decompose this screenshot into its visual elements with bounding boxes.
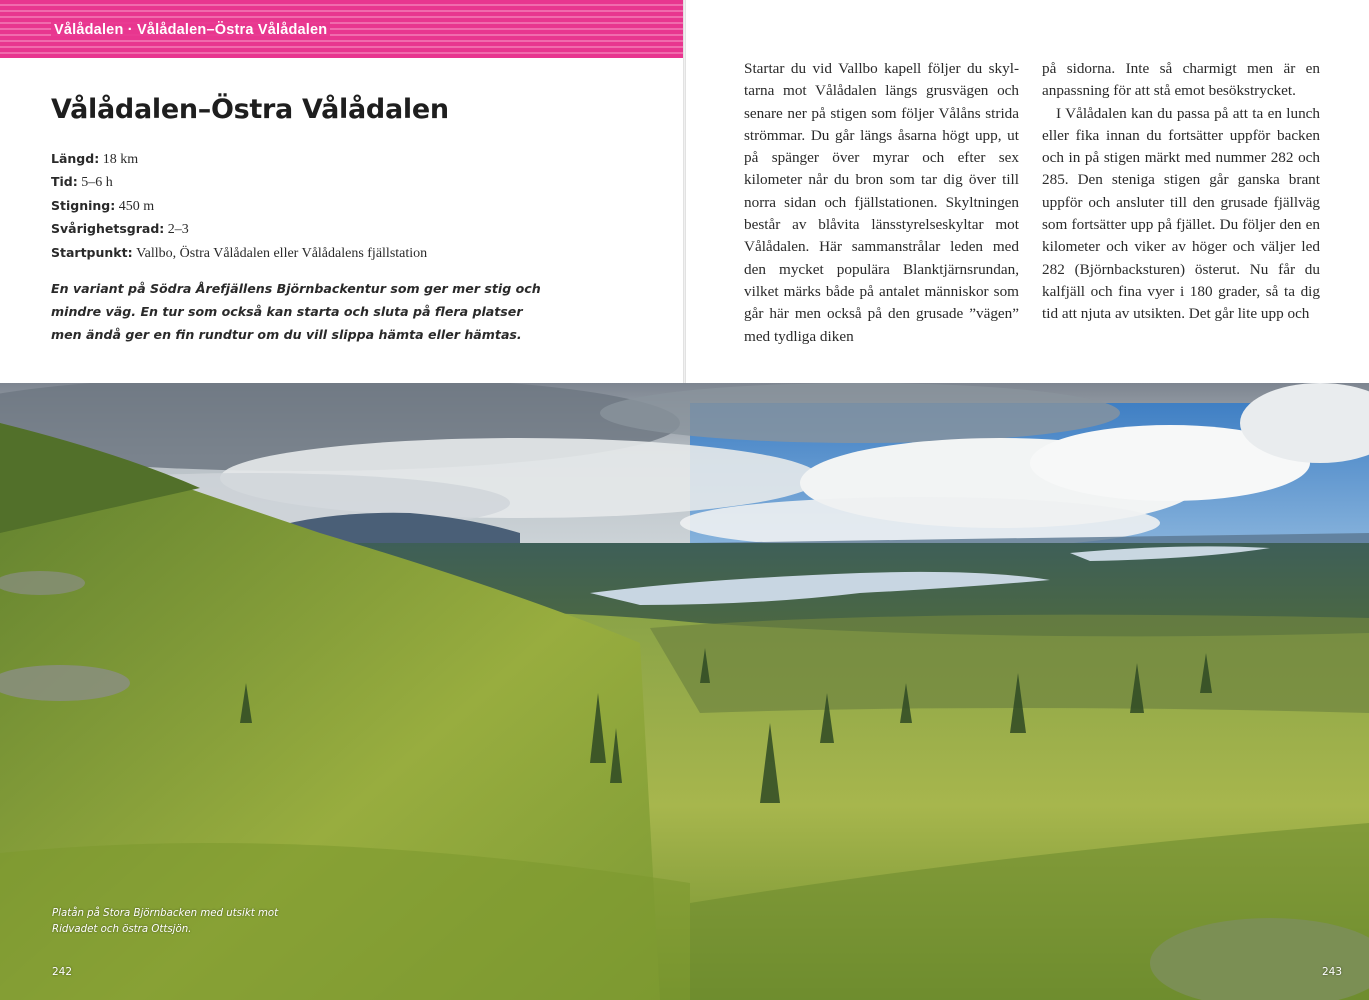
fact-label: Stigning: — [51, 197, 116, 213]
fact-label: Längd: — [51, 151, 100, 166]
fact-value: 18 km — [102, 152, 139, 167]
fact-value: 2–3 — [167, 222, 189, 238]
fact-value: Vallbo, Östra Vålådalen eller Vålådalens fjällstation — [136, 245, 428, 261]
route-title: Vålådalen–Östra Vålådalen — [51, 94, 449, 125]
route-facts — [51, 148, 651, 265]
fact-climb — [51, 195, 651, 218]
body-paragraph: Startar du vid Vallbo kapell följer du skyltarna mot Vålådalen längs grusvägen och senare ner på stigen som följer Vålåns strida strömmar. Du går längs åsarna högt upp, ut på spänger över myrar och efter sex kilometer når du bron som tar dig över till norra sidan och fjällstationen. Skyltningen består av blåvita länsstyrelseskyltar mot Vålådalen. Här sammanstrålar leden med den mycket populära Blanktjärnsrundan, vilket märks både på antalet människor som går här men också på den grusade ”vägen” med tydliga diken — [744, 60, 1019, 345]
fact-difficulty — [51, 218, 651, 241]
fact-label: Tid: — [51, 174, 78, 190]
fact-length — [51, 148, 651, 171]
running-head: Vålådalen · Vålådalen–Östra Vålådalen — [51, 22, 330, 38]
photo-caption: Platån på Stora Björnbacken med utsikt mot Ridvadet och östra Ottsjön. — [52, 908, 279, 935]
route-intro: En variant på Södra Årefjällens Björnbackentur som ger mer stig och mindre väg. En tur som också kan starta och sluta på flera platser men ändå ger en fin rundtur om du vill slippa hämta eller hämtas. — [51, 281, 541, 342]
fact-start — [51, 242, 651, 265]
fact-label: Svårighetsgrad: — [51, 221, 165, 237]
fact-value: 5–6 h — [81, 175, 113, 191]
fact-time — [51, 171, 651, 194]
fact-label: Startpunkt: — [51, 244, 133, 260]
body-paragraph: på sidorna. Inte så charmigt men är en anpassning för att stå emot besökstrycket. — [1042, 60, 1320, 100]
body-column-1 — [744, 58, 1019, 348]
header-band — [0, 0, 683, 58]
page-number-right: 243 — [1322, 966, 1343, 978]
body-column-2 — [1042, 58, 1320, 326]
fact-value: 450 m — [118, 198, 155, 214]
body-paragraph: I Vålådalen kan du passa på att ta en lunch eller fika innan du fortsätter uppför backen och in på stigen märkt med nummer 282 och 285. Den steniga stigen går ganska brant uppför och ansluter till den grusade fjällväg som fortsätter upp på fjället. Du följer den en kilometer och viker av höger och väljer led 282 (Björnbacksturen) österut. Nu får du kalfjäll och fina vyer i 180 grader, så ta dig tid att njuta av utsikten. Det går lite upp och — [1042, 104, 1320, 323]
page-number-left: 242 — [52, 966, 73, 978]
